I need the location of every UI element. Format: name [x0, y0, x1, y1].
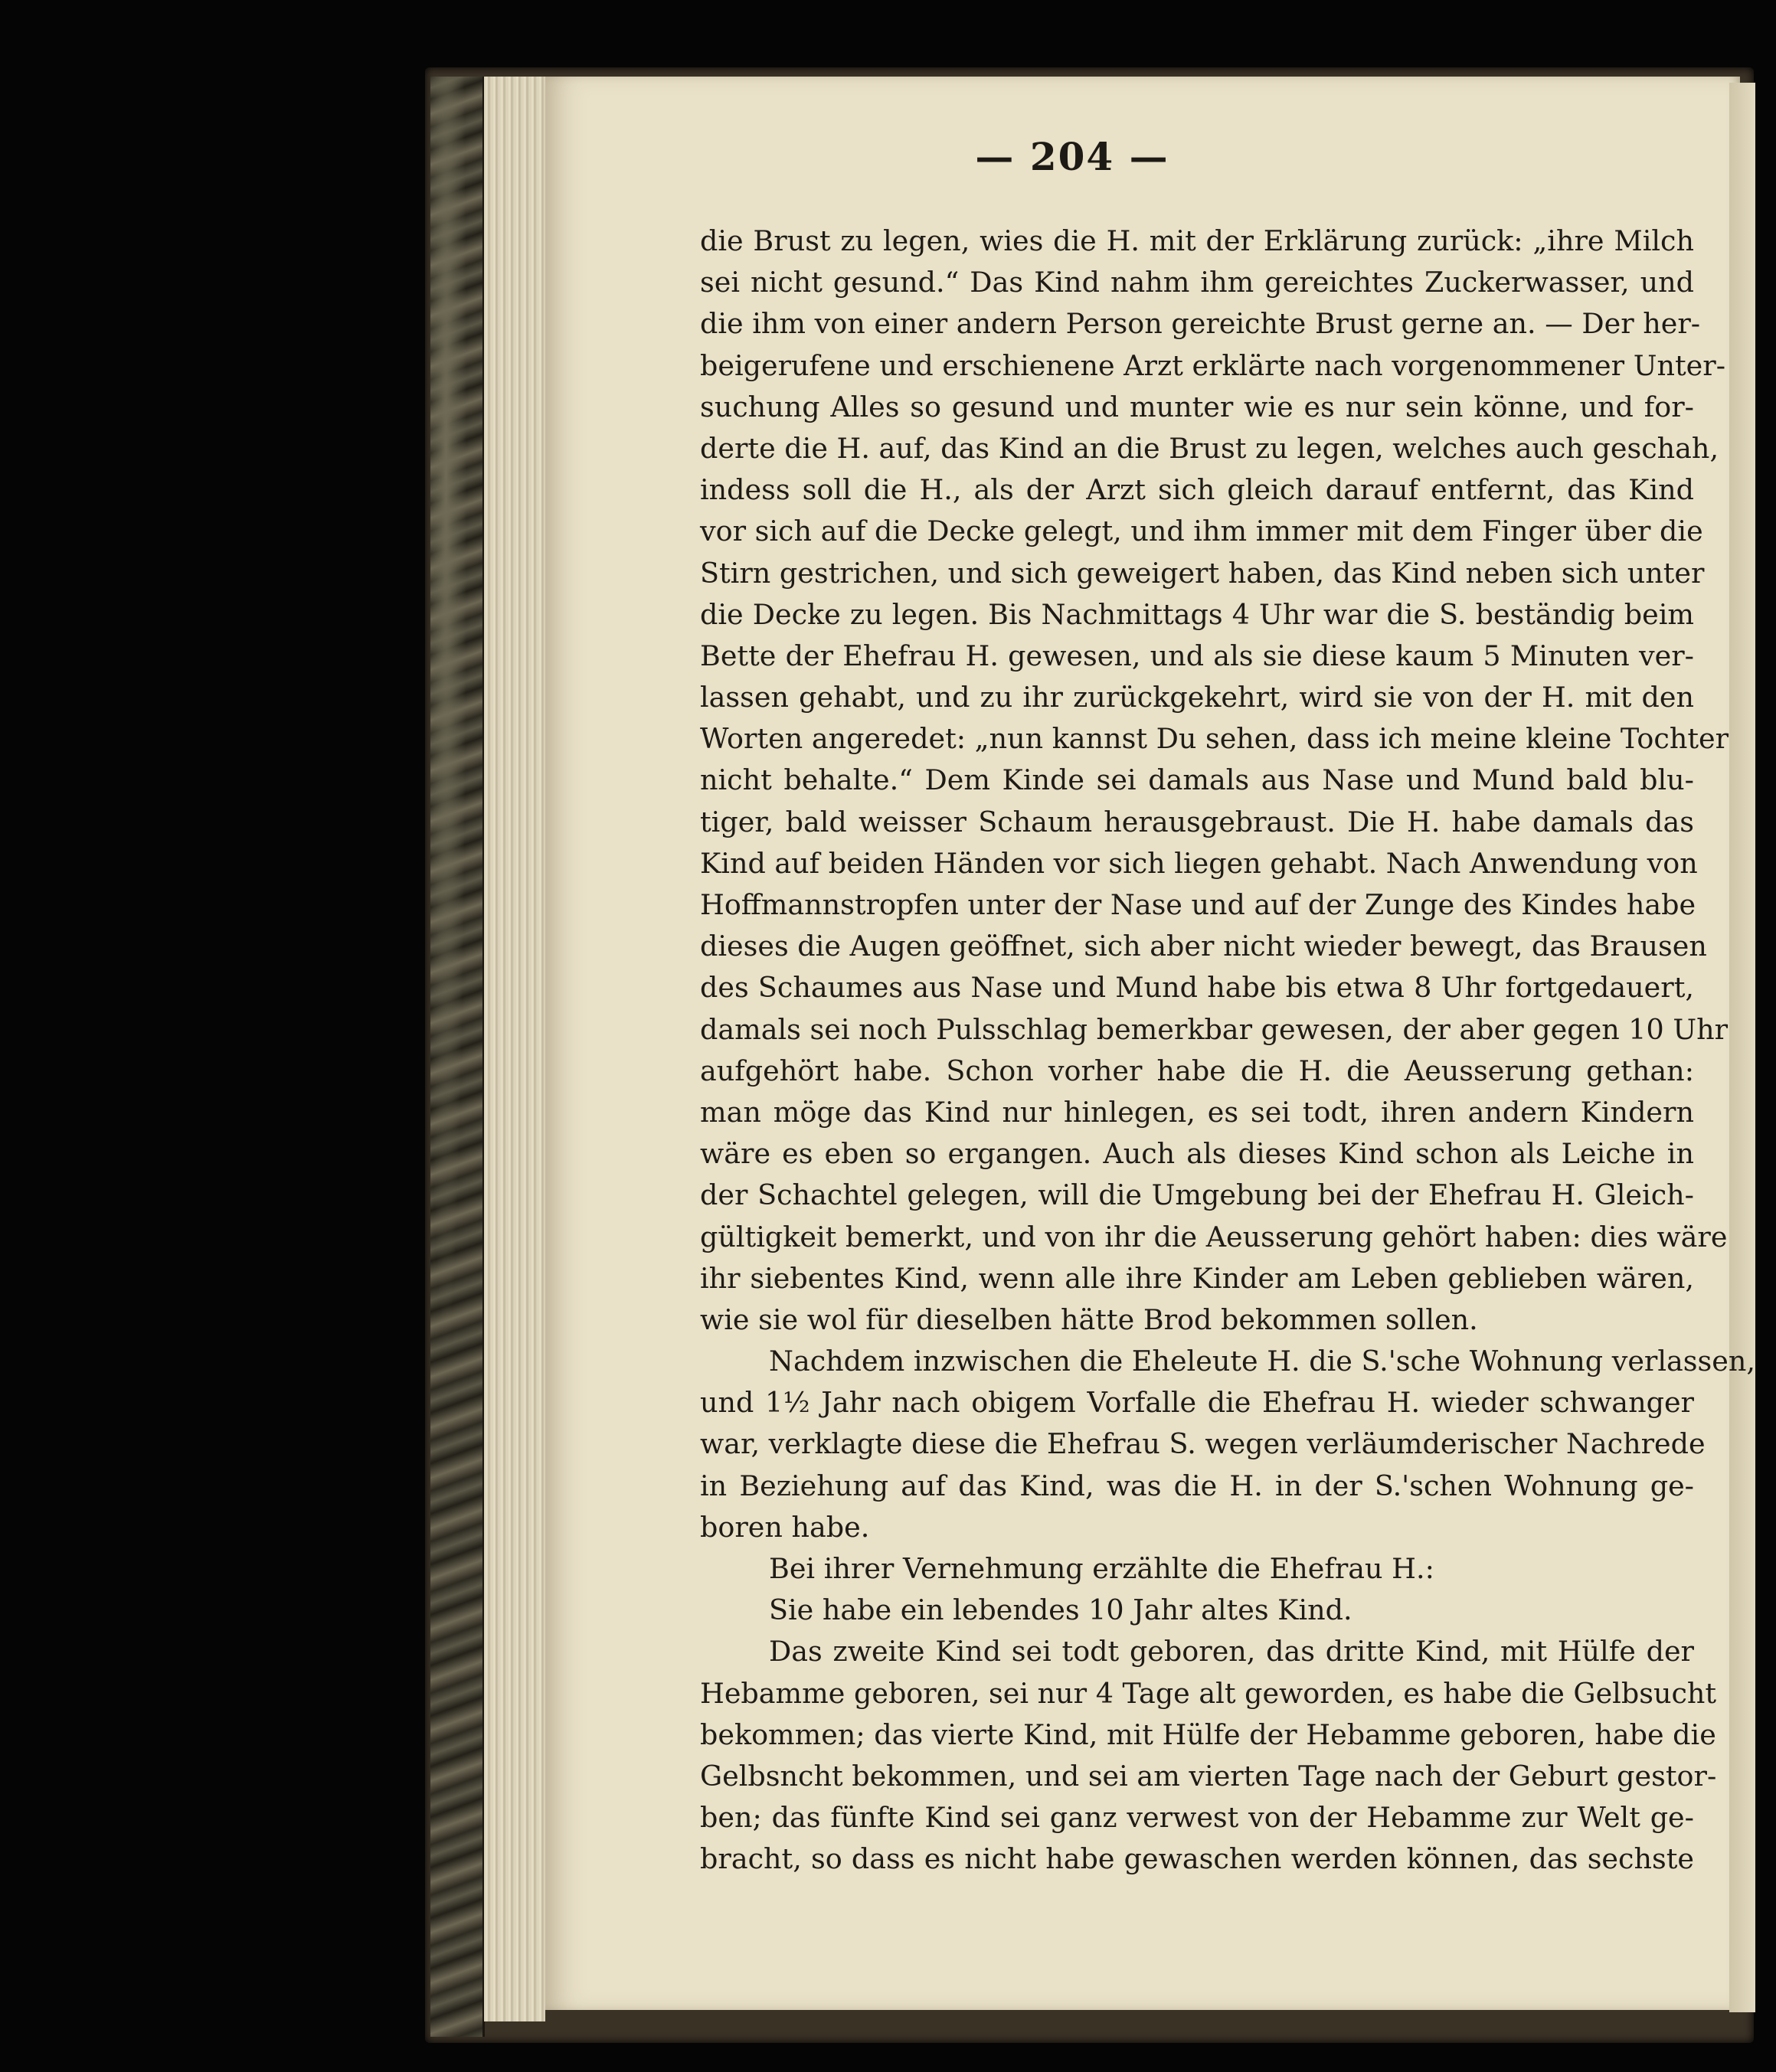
text-line: gültigkeit bemerkt, und von ihr die Aeusserung gehört haben: dies wäre: [700, 1220, 1728, 1253]
text-line: derte die H. auf, das Kind an die Brust zu legen, welches auch geschah,: [700, 431, 1719, 465]
page-edges: [484, 77, 545, 2021]
text-line: aufgehört habe. Schon vorher habe die H. die Aeusserung gethan:: [700, 1054, 1694, 1087]
text-line: wäre es eben so ergangen. Auch als dieses Kind schon als Leiche in: [700, 1137, 1694, 1171]
text-line: bekommen; das vierte Kind, mit Hülfe der Hebamme geboren, habe die: [700, 1717, 1716, 1751]
body-text: [700, 221, 1755, 1881]
text-line: Sie habe ein lebendes 10 Jahr altes Kind.: [769, 1593, 1352, 1627]
text-line: tiger, bald weisser Schaum herausgebraust. Die H. habe damals das: [700, 805, 1694, 838]
text-line: beigerufene und erschienene Arzt erklärte nach vorgenommener Unter-: [700, 348, 1726, 382]
text-line: und 1½ Jahr nach obigem Vorfalle die Ehefrau H. wieder schwanger: [700, 1386, 1694, 1420]
text-line: Stirn gestrichen, und sich geweigert haben, das Kind neben sich unter: [700, 556, 1705, 590]
text-line: ihr siebentes Kind, wenn alle ihre Kinder am Leben geblieben wären,: [700, 1261, 1694, 1295]
text-line: Kind auf beiden Händen vor sich liegen gehabt. Nach Anwendung von: [700, 846, 1698, 880]
marbled-edge: [430, 77, 485, 2037]
text-line: suchung Alles so gesund und munter wie es nur sein könne, und for-: [700, 390, 1694, 423]
text-line: war, verklagte diese die Ehefrau S. wegen verläumderischer Nachrede: [700, 1427, 1706, 1461]
text-line: in Beziehung auf das Kind, was die H. in der S.'schen Wohnung ge-: [700, 1469, 1694, 1502]
text-line: wie sie wol für dieselben hätte Brod bekommen sollen.: [700, 1302, 1478, 1336]
text-line: ben; das fünfte Kind sei ganz verwest von der Hebamme zur Welt ge-: [700, 1801, 1694, 1835]
text-line: Bei ihrer Vernehmung erzählte die Ehefrau H.:: [769, 1552, 1434, 1585]
text-line: boren habe.: [700, 1510, 870, 1544]
text-line: Gelbsncht bekommen, und sei am vierten Tage nach der Geburt gestor-: [700, 1759, 1717, 1793]
text-line: Worten angeredet: „nun kannst Du sehen, dass ich meine kleine Tochter: [700, 722, 1729, 756]
text-line: die ihm von einer andern Person gereichte Brust gerne an. — Der her-: [700, 307, 1701, 341]
text-line: man möge das Kind nur hinlegen, es sei todt, ihren andern Kindern: [700, 1095, 1694, 1129]
text-line: indess soll die H., als der Arzt sich gleich darauf entfernt, das Kind: [700, 473, 1694, 507]
text-line: Hebamme geboren, sei nur 4 Tage alt geworden, es habe die Gelbsucht: [700, 1676, 1717, 1710]
text-line: der Schachtel gelegen, will die Umgebung bei der Ehefrau H. Gleich-: [700, 1178, 1694, 1212]
text-line: Hoffmannstropfen unter der Nase und auf der Zunge des Kindes habe: [700, 888, 1696, 921]
text-line: damals sei noch Pulsschlag bemerkbar gewesen, der aber gegen 10 Uhr: [700, 1012, 1729, 1046]
text-line: die Decke zu legen. Bis Nachmittags 4 Uhr war die S. beständig beim: [700, 597, 1694, 631]
text-line: des Schaumes aus Nase und Mund habe bis etwa 8 Uhr fortgedauert,: [700, 971, 1694, 1005]
text-line: Nachdem inzwischen die Eheleute H. die S.'sche Wohnung verlassen,: [769, 1345, 1755, 1378]
text-line: bracht, so dass es nicht habe gewaschen werden können, das sechste: [700, 1842, 1694, 1876]
text-line: Das zweite Kind sei todt geboren, das dritte Kind, mit Hülfe der: [769, 1635, 1694, 1668]
page-number: — 204 —: [975, 134, 1169, 179]
page-right-edge: [1729, 83, 1755, 2012]
text-line: vor sich auf die Decke gelegt, und ihm immer mit dem Finger über die: [700, 515, 1703, 548]
text-line: sei nicht gesund.“ Das Kind nahm ihm gereichtes Zuckerwasser, und: [700, 266, 1694, 299]
text-line: nicht behalte.“ Dem Kinde sei damals aus Nase und Mund bald blu-: [700, 763, 1694, 797]
text-line: lassen gehabt, und zu ihr zurückgekehrt, wird sie von der H. mit den: [700, 681, 1694, 714]
text-line: Bette der Ehefrau H. gewesen, und als sie diese kaum 5 Minuten ver-: [700, 639, 1694, 672]
text-line: dieses die Augen geöffnet, sich aber nicht wieder bewegt, das Brausen: [700, 930, 1707, 963]
text-line: die Brust zu legen, wies die H. mit der Erklärung zurück: „ihre Milch: [700, 224, 1694, 257]
